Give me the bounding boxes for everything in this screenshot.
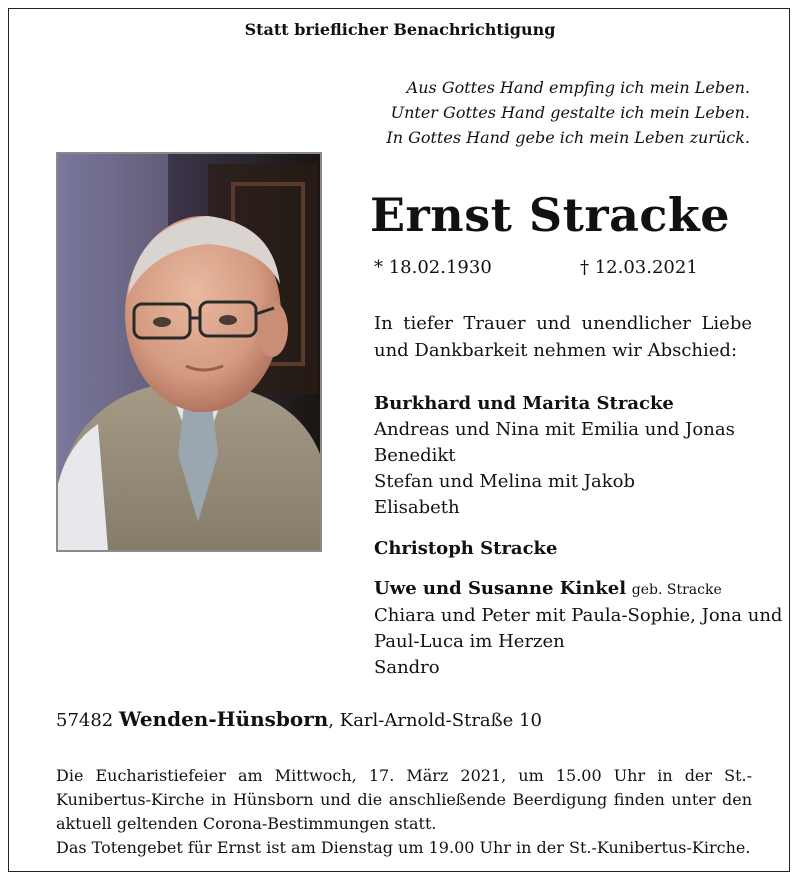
portrait-photo [56,152,322,552]
mourner-group-1 [374,391,735,521]
service-info [56,764,752,860]
verse-line-1: Aus Gottes Hand empfing ich mein Leben. [406,78,750,97]
address-city: Wenden-Hünsborn [119,707,329,731]
bible-verse [386,75,750,150]
mourner-group-2 [374,536,557,562]
mourner-line: Chiara und Peter mit Paula-Sophie, Jona und [374,605,783,626]
mourner-line: Benedikt [374,445,456,466]
address-zip: 57482 [56,710,114,731]
mourner-line: Sandro [374,657,440,678]
service-paragraph: Die Eucharistiefeier am Mittwoch, 17. März 2021, um 15.00 Uhr in der St.-Kunibertus-Kirche in Hünsborn und die anschließende Beerdigung finden unter den aktuell geltenden Corona-Bestimmungen statt. [56,766,752,833]
maiden-name: geb. Stracke [631,582,722,598]
notice-header: Statt brieflicher Benachrichtigung [244,20,556,39]
mourner-head: Christoph Stracke [374,538,558,559]
mourner-line: Elisabeth [374,497,460,518]
mourner-head: Burkhard und Marita Stracke [374,393,674,414]
verse-line-3: In Gottes Hand gebe ich mein Leben zurück. [386,128,750,147]
prayer-paragraph: Das Totengebet für Ernst ist am Dienstag um 19.00 Uhr in der St.-Kunibertus-Kirche. [56,838,751,857]
verse-line-2: Unter Gottes Hand gestalte ich mein Leben. [390,103,750,122]
deceased-name: Ernst Stracke [370,188,731,242]
birth-date: * 18.02.1930 [374,257,492,278]
mourner-group-3 [374,576,782,681]
farewell-text: In tiefer Trauer und unendlicher Liebe und Dankbarkeit nehmen wir Abschied: [374,313,752,361]
address-street: , Karl-Arnold-Straße 10 [328,710,542,731]
address-line [56,707,542,731]
death-date: † 12.03.2021 [580,257,698,278]
mourner-line: Paul-Luca im Herzen [374,631,565,652]
mourner-head: Uwe und Susanne Kinkel [374,578,627,599]
mourner-line: Stefan und Melina mit Jakob [374,471,635,492]
mourner-line: Andreas und Nina mit Emilia und Jonas [374,419,735,440]
